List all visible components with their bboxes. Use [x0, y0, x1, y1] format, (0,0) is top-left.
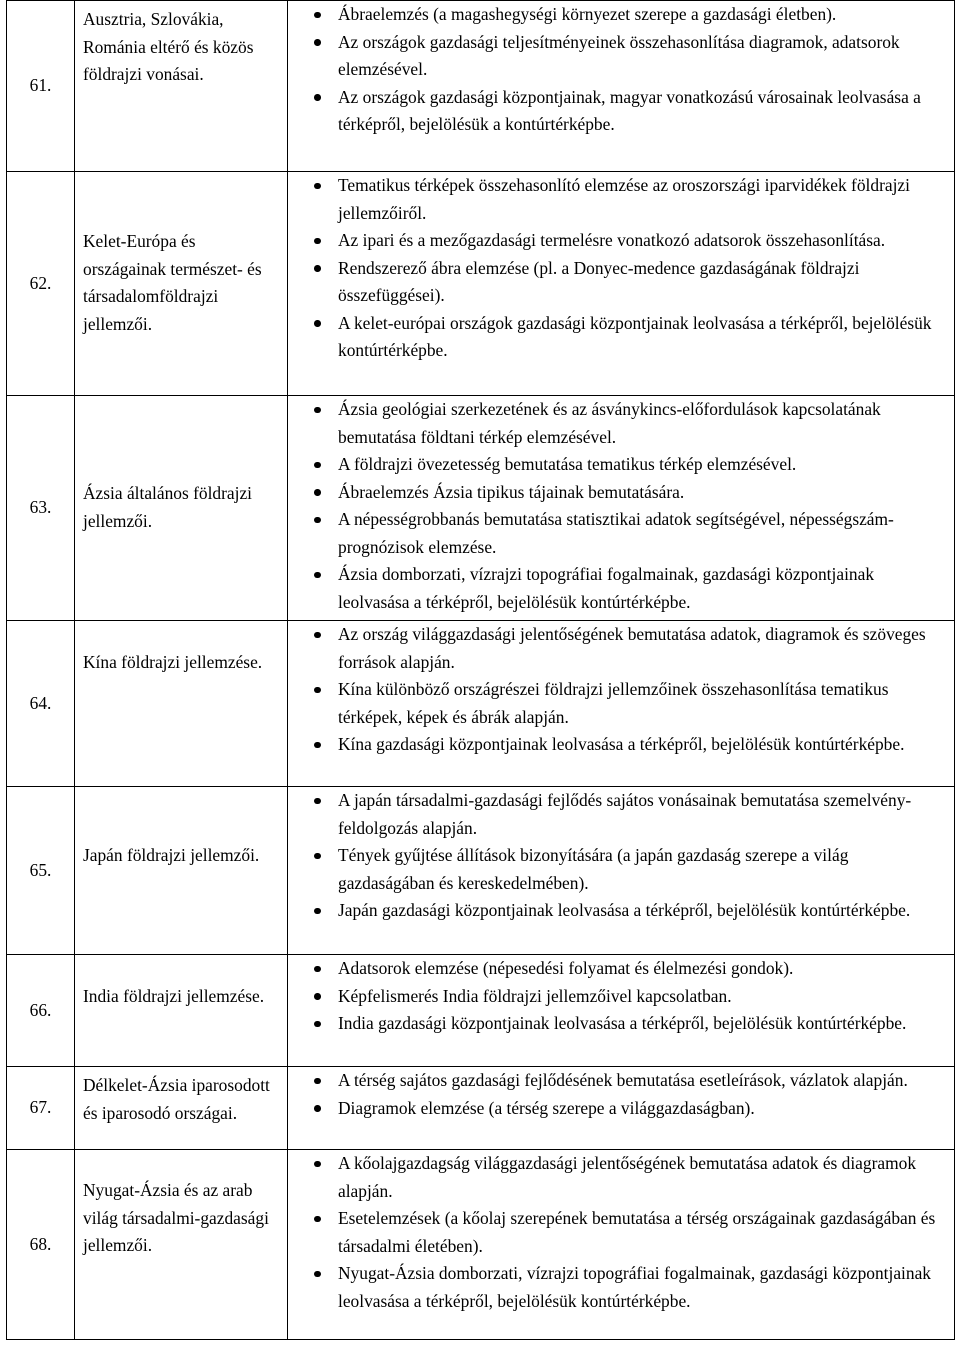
table-row: [7, 787, 955, 955]
table-row: [7, 1067, 955, 1150]
table-row: [7, 955, 955, 1067]
list-item: Kína különböző országrészei földrajzi jellemzőinek összehasonlítása tematikus térképek, képek és ábrák alapján.: [318, 676, 946, 731]
list-item: Ábraelemzés (a magashegységi környezet szerepe a gazdasági életben).: [318, 1, 946, 29]
row-topic: Kelet-Európa és országainak természet- és társadalomföldrajzi jellemzői.: [75, 172, 288, 396]
list-item: Japán gazdasági központjainak leolvasása a térképről, bejelölésük kontúrtérképbe.: [318, 897, 946, 925]
row-topic: Délkelet-Ázsia iparosodott és iparosodó országai.: [75, 1067, 288, 1150]
row-number: 63.: [7, 396, 75, 621]
row-number: 68.: [7, 1150, 75, 1340]
row-number: 61.: [7, 1, 75, 172]
list-item: Kína gazdasági központjainak leolvasása a térképről, bejelölésük kontúrtérképbe.: [318, 731, 946, 759]
list-item: Ázsia domborzati, vízrajzi topográfiai fogalmainak, gazdasági központjainak leolvasása a térképről, bejelölésük kontúrtérképbe.: [318, 561, 946, 616]
list-item: Képfelismerés India földrajzi jellemzőivel kapcsolatban.: [318, 983, 946, 1011]
list-item: Tények gyűjtése állítások bizonyítására (a japán gazdaság szerepe a világ gazdaságában és kereskedelmében).: [318, 842, 946, 897]
row-items: [288, 787, 955, 955]
curriculum-table: [6, 0, 955, 1340]
table-row: [7, 172, 955, 396]
list-item: A térség sajátos gazdasági fejlődésének bemutatása esetleírások, vázlatok alapján.: [318, 1067, 946, 1095]
list-item: Az ipari és a mezőgazdasági termelésre vonatkozó adatsorok összehasonlítása.: [318, 227, 946, 255]
row-number: 62.: [7, 172, 75, 396]
row-topic: Japán földrajzi jellemzői.: [75, 787, 288, 955]
row-topic: Nyugat-Ázsia és az arab világ társadalmi-gazdasági jellemzői.: [75, 1150, 288, 1340]
row-items: [288, 955, 955, 1067]
table-row: [7, 1150, 955, 1340]
list-item: Rendszerező ábra elemzése (pl. a Donyec-medence gazdaságának földrajzi összefüggései).: [318, 255, 946, 310]
list-item: Esetelemzések (a kőolaj szerepének bemutatása a térség országainak gazdaságában és társadalmi életében).: [318, 1205, 946, 1260]
row-items: [288, 172, 955, 396]
list-item: Ázsia geológiai szerkezetének és az ásványkincs-előfordulások kapcsolatának bemutatása földtani térkép elemzésével.: [318, 396, 946, 451]
row-number: 64.: [7, 621, 75, 787]
list-item: India gazdasági központjainak leolvasása a térképről, bejelölésük kontúrtérképbe.: [318, 1010, 946, 1038]
table-row: [7, 396, 955, 621]
list-item: Ábraelemzés Ázsia tipikus tájainak bemutatására.: [318, 479, 946, 507]
row-number: 67.: [7, 1067, 75, 1150]
row-topic: Ausztria, Szlovákia, Románia eltérő és közös földrajzi vonásai.: [75, 1, 288, 172]
table-row: [7, 621, 955, 787]
row-topic: Ázsia általános földrajzi jellemzői.: [75, 396, 288, 621]
row-items: [288, 1, 955, 172]
list-item: Az országok gazdasági központjainak, magyar vonatkozású városainak leolvasása a térképről, bejelölésük a kontúrtérképbe.: [318, 84, 946, 139]
list-item: A japán társadalmi-gazdasági fejlődés sajátos vonásainak bemutatása szemelvény-feldolgozás alapján.: [318, 787, 946, 842]
table-row: [7, 1, 955, 172]
row-number: 65.: [7, 787, 75, 955]
list-item: Adatsorok elemzése (népesedési folyamat és élelmezési gondok).: [318, 955, 946, 983]
list-item: A népességrobbanás bemutatása statisztikai adatok segítségével, népességszám-prognózisok elemzése.: [318, 506, 946, 561]
list-item: Diagramok elemzése (a térség szerepe a világgazdaságban).: [318, 1095, 946, 1123]
list-item: A földrajzi övezetesség bemutatása tematikus térkép elemzésével.: [318, 451, 946, 479]
list-item: A kelet-európai országok gazdasági központjainak leolvasása a térképről, bejelölésük kontúrtérképbe.: [318, 310, 946, 365]
list-item: Az országok gazdasági teljesítményeinek összehasonlítása diagramok, adatsorok elemzésével.: [318, 29, 946, 84]
row-topic: Kína földrajzi jellemzése.: [75, 621, 288, 787]
row-items: [288, 396, 955, 621]
row-topic: India földrajzi jellemzése.: [75, 955, 288, 1067]
row-items: [288, 1067, 955, 1150]
row-items: [288, 621, 955, 787]
list-item: Tematikus térképek összehasonlító elemzése az oroszországi iparvidékek földrajzi jellemzőiről.: [318, 172, 946, 227]
list-item: Az ország világgazdasági jelentőségének bemutatása adatok, diagramok és szöveges források alapján.: [318, 621, 946, 676]
list-item: A kőolajgazdagság világgazdasági jelentőségének bemutatása adatok és diagramok alapján.: [318, 1150, 946, 1205]
list-item: Nyugat-Ázsia domborzati, vízrajzi topográfiai fogalmainak, gazdasági központjainak leolvasása a térképről, bejelölésük kontúrtérképbe.: [318, 1260, 946, 1315]
row-number: 66.: [7, 955, 75, 1067]
row-items: [288, 1150, 955, 1340]
